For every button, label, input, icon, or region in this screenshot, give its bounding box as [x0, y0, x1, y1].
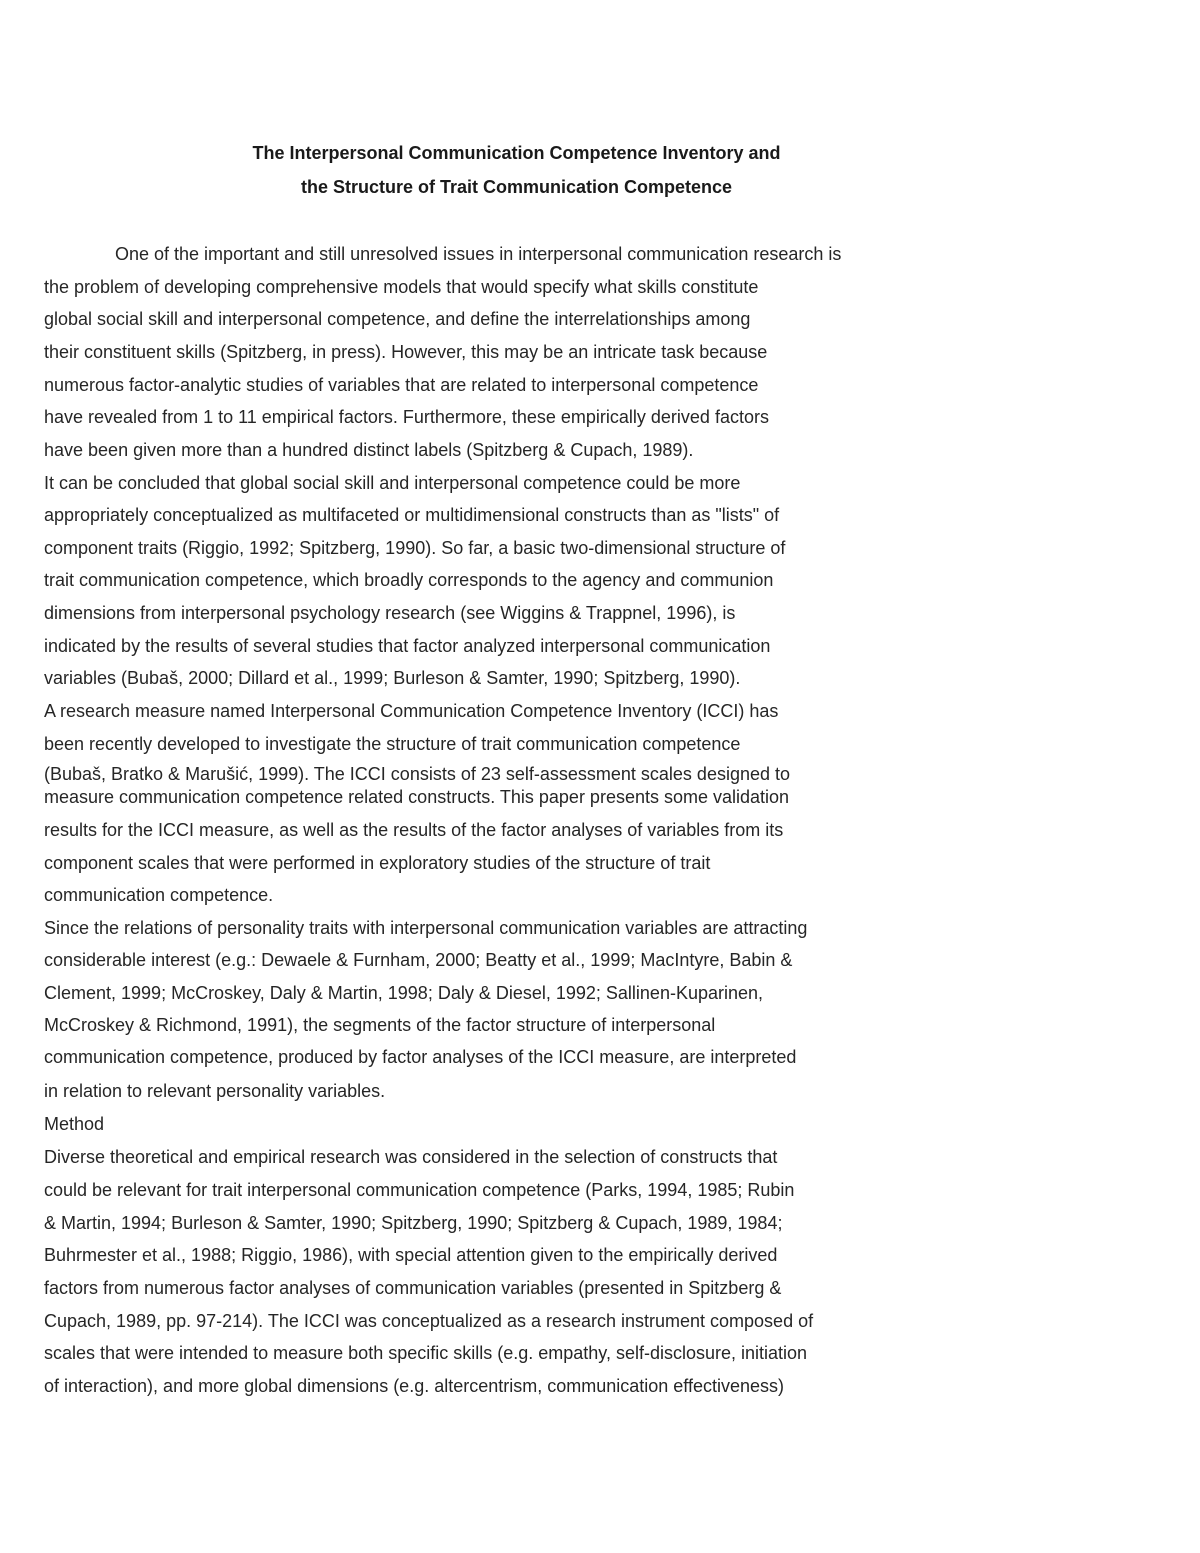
body-line: component traits (Riggio, 1992; Spitzberg, 1990). So far, a basic two-dimensional structure of [44, 538, 786, 558]
body-line: Diverse theoretical and empirical research was considered in the selection of constructs that [44, 1147, 778, 1167]
body-line: their constituent skills (Spitzberg, in press). However, this may be an intricate task because [44, 342, 768, 362]
body-line: of interaction), and more global dimensions (e.g. altercentrism, communication effectiveness) [44, 1376, 785, 1396]
body-line: results for the ICCI measure, as well as the results of the factor analyses of variables from its [44, 820, 784, 840]
body-line: McCroskey & Richmond, 1991), the segments of the factor structure of interpersonal [44, 1015, 716, 1035]
body-line: scales that were intended to measure both specific skills (e.g. empathy, self-disclosure, initiation [44, 1343, 808, 1363]
body-line: factors from numerous factor analyses of communication variables (presented in Spitzberg & [44, 1278, 782, 1298]
body-line: It can be concluded that global social skill and interpersonal competence could be more [44, 473, 741, 493]
title-line-1: The Interpersonal Communication Competence Inventory and [252, 143, 781, 163]
body-line: considerable interest (e.g.: Dewaele & Furnham, 2000; Beatty et al., 1999; MacIntyre, Babin & [44, 950, 793, 970]
title-line-2: the Structure of Trait Communication Competence [300, 177, 733, 197]
body-line: dimensions from interpersonal psychology research (see Wiggins & Trappnel, 1996), is [44, 603, 736, 623]
body-line: (Bubaš, Bratko & Marušić, 1999). The ICCI consists of 23 self-assessment scales designed to [44, 764, 791, 784]
body-line: One of the important and still unresolved issues in interpersonal communication research is [115, 244, 842, 264]
body-line: communication competence, produced by factor analyses of the ICCI measure, are interpreted [44, 1047, 797, 1067]
body-line: component scales that were performed in exploratory studies of the structure of trait [44, 853, 711, 873]
body-line: Clement, 1999; McCroskey, Daly & Martin, 1998; Daly & Diesel, 1992; Sallinen-Kuparinen, [44, 983, 764, 1003]
body-line: could be relevant for trait interpersonal communication competence (Parks, 1994, 1985; Rubin [44, 1180, 795, 1200]
body-line: the problem of developing comprehensive models that would specify what skills constitute [44, 277, 759, 297]
body-line: indicated by the results of several studies that factor analyzed interpersonal communication [44, 636, 771, 656]
section-heading-method: Method [44, 1114, 105, 1134]
body-line: have been given more than a hundred distinct labels (Spitzberg & Cupach, 1989). [44, 440, 694, 460]
body-line: Since the relations of personality traits with interpersonal communication variables are attracting [44, 918, 808, 938]
body-line: Buhrmester et al., 1988; Riggio, 1986), with special attention given to the empirically derived [44, 1245, 778, 1265]
body-line: have revealed from 1 to 11 empirical factors. Furthermore, these empirically derived factors [44, 407, 769, 427]
body-line: measure communication competence related constructs. This paper presents some validation [44, 787, 790, 807]
body-line: in relation to relevant personality variables. [44, 1081, 386, 1101]
body-line: A research measure named Interpersonal Communication Competence Inventory (ICCI) has [44, 701, 779, 721]
body-line: variables (Bubaš, 2000; Dillard et al., 1999; Burleson & Samter, 1990; Spitzberg, 1990). [44, 668, 741, 688]
body-line: been recently developed to investigate the structure of trait communication competence [44, 734, 741, 754]
body-line: & Martin, 1994; Burleson & Samter, 1990; Spitzberg, 1990; Spitzberg & Cupach, 1989, 1984; [44, 1213, 783, 1233]
body-line: appropriately conceptualized as multifaceted or multidimensional constructs than as "lists" of [44, 505, 780, 525]
body-line: communication competence. [44, 885, 274, 905]
body-line: Cupach, 1989, pp. 97-214). The ICCI was conceptualized as a research instrument composed of [44, 1311, 814, 1331]
body-line: trait communication competence, which broadly corresponds to the agency and communion [44, 570, 774, 590]
body-line: global social skill and interpersonal competence, and define the interrelationships among [44, 309, 751, 329]
body-line: numerous factor-analytic studies of variables that are related to interpersonal competence [44, 375, 759, 395]
